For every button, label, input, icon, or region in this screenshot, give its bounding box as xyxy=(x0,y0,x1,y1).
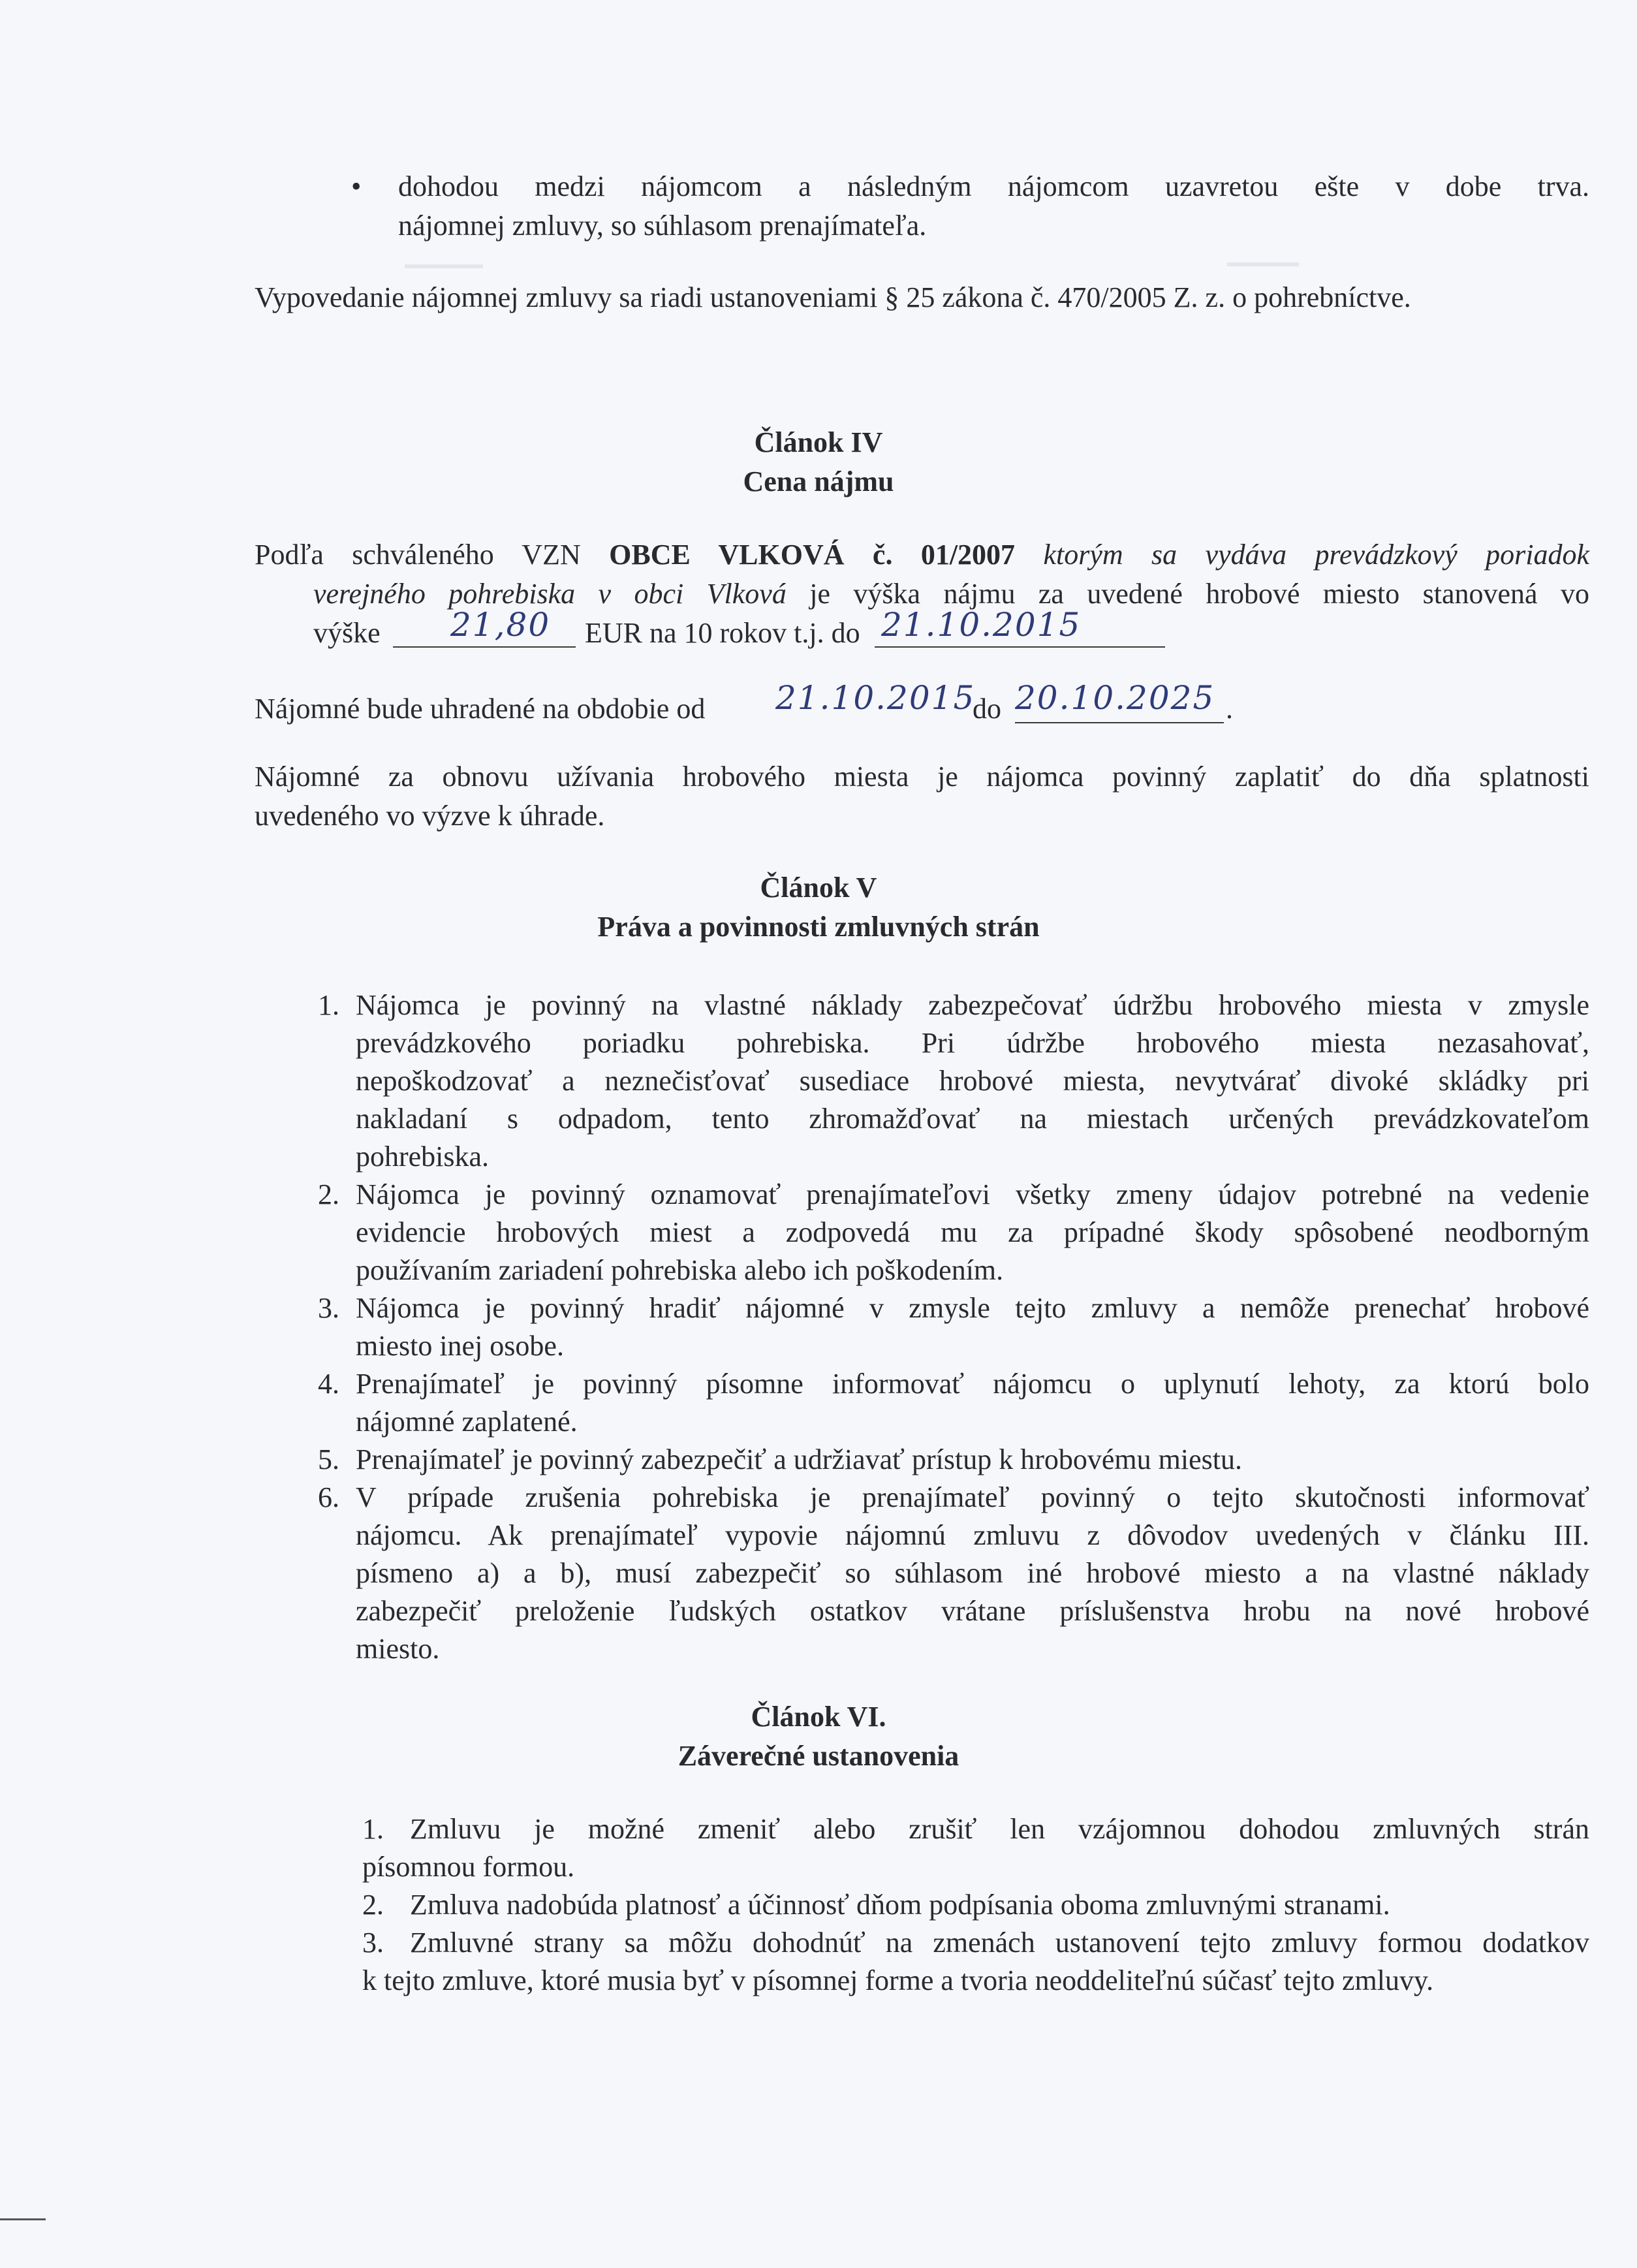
scan-edge-mark xyxy=(0,2218,46,2220)
article-4-line-3-text: EUR na 10 rokov t.j. do xyxy=(585,617,860,649)
list-item-line: k tejto zmluve, ktoré musia byť v písomnej forme a tvoria neoddeliteľnú súčasť tejto zmluvy. xyxy=(362,1964,1434,1996)
list-item-line: písmeno a) a b), musí zabezpečiť so súhlasom iné hrobové miesto a na vlastné náklady xyxy=(356,1557,1589,1589)
list-item-line: Nájomca je povinný na vlastné náklady zabezpečovať údržbu hrobového miesta v zmysle xyxy=(356,989,1589,1021)
list-item-number: 5. xyxy=(318,1443,339,1475)
list-item-line: miesto inej osobe. xyxy=(356,1330,564,1362)
handwritten-to-date: 20.10.2025 xyxy=(1015,679,1215,717)
list-item-line: Zmluva nadobúda platnosť a účinnosť dňom podpísania oboma zmluvnými stranami. xyxy=(410,1889,1390,1921)
until-date-underline xyxy=(875,646,1165,648)
payment-period-label: Nájomné bude uhradené na obdobie od xyxy=(255,693,706,725)
list-item-line: evidencie hrobových miest a zodpovedá mu za prípadné škody spôsobené neodborným xyxy=(356,1216,1589,1248)
list-item-line: nájomné zaplatené. xyxy=(356,1406,578,1438)
text-run: Podľa schváleného VZN xyxy=(255,539,610,571)
list-item-line: nájomcu. Ak prenajímateľ vypovie nájomnú zmluvu z dôvodov uvedených v článku III. xyxy=(356,1519,1589,1551)
list-item-line: Zmluvné strany sa môžu dohodnúť na zmenách ustanovení tejto zmluvy formou dodatkov xyxy=(410,1927,1589,1959)
payment-period-end: . xyxy=(1226,693,1233,725)
list-item-number: 1. xyxy=(362,1813,384,1845)
renewal-line-2: uvedeného vo výzve k úhrade. xyxy=(255,800,605,832)
scan-mark xyxy=(405,264,483,268)
article-4-line-1 xyxy=(255,535,1589,575)
handwritten-from-date: 21.10.2015 xyxy=(775,679,976,717)
list-item-line: pohrebiska. xyxy=(356,1141,490,1173)
list-item-line: prevádzkového poriadku pohrebiska. Pri údržbe hrobového miesta nezasahovať, xyxy=(356,1027,1589,1059)
payment-period-to-label: do xyxy=(973,693,1001,725)
article-6-number: Článok VI. xyxy=(751,1701,886,1733)
to-date-underline xyxy=(1015,722,1224,723)
list-item-line: zabezpečiť preloženie ľudských ostatkov vrátane príslušenstva hrobu na nové hrobové xyxy=(356,1595,1589,1627)
article-4-number: Článok IV xyxy=(754,426,883,458)
list-item-line: nakladaní s odpadom, tento zhromažďovať na miestach určených prevádzkovateľom xyxy=(356,1103,1589,1135)
list-item-number: 3. xyxy=(318,1292,339,1324)
article-5-title: Práva a povinnosti zmluvných strán xyxy=(597,911,1040,943)
list-item-line: Nájomca je povinný oznamovať prenajímateľovi všetky zmeny údajov potrebné na vedenie xyxy=(356,1178,1589,1210)
list-item-number: 2. xyxy=(362,1889,384,1921)
article-5-number: Článok V xyxy=(760,872,877,904)
list-item-number: 6. xyxy=(318,1481,339,1513)
list-item-line: Nájomca je povinný hradiť nájomné v zmysle tejto zmluvy a nemôže prenechať hrobové xyxy=(356,1292,1589,1324)
bullet-dot: • xyxy=(351,170,362,202)
list-item-number: 2. xyxy=(318,1178,339,1210)
list-item-line: miesto. xyxy=(356,1633,440,1665)
article-4-line-3-label: výške xyxy=(313,617,381,649)
termination-paragraph: Vypovedanie nájomnej zmluvy sa riadi ustanoveniami § 25 zákona č. 470/2005 Z. z. o pohrebníctve. xyxy=(255,281,1411,313)
list-item-number: 4. xyxy=(318,1368,339,1400)
list-item-line: nepoškodzovať a neznečisťovať susediace hrobové miesta, nevytvárať divoké skládky pri xyxy=(356,1065,1589,1097)
list-item-number: 3. xyxy=(362,1927,384,1959)
bullet-line-2: nájomnej zmluvy, so súhlasom prenajímateľa. xyxy=(398,210,927,242)
text-run: verejného pohrebiska v obci Vlková xyxy=(313,578,787,610)
amount-underline xyxy=(393,646,576,648)
list-item-number: 1. xyxy=(318,989,339,1021)
renewal-line-1: Nájomné za obnovu užívania hrobového miesta je nájomca povinný zaplatiť do dňa splatnosti xyxy=(255,761,1589,793)
list-item-line: používaním zariadení pohrebiska alebo ich poškodením. xyxy=(356,1254,1004,1286)
scan-mark xyxy=(1227,262,1299,266)
list-item-line: písomnou formou. xyxy=(362,1851,575,1883)
list-item-line: V prípade zrušenia pohrebiska je prenajímateľ povinný o tejto skutočnosti informovať xyxy=(356,1481,1589,1513)
bullet-line-1: dohodou medzi nájomcom a následným nájomcom uzavretou ešte v dobe trva. xyxy=(398,170,1589,202)
vzn-reference: OBCE VLKOVÁ č. 01/2007 xyxy=(609,539,1016,571)
list-item-line: Prenajímateľ je povinný písomne informovať nájomcu o uplynutí lehoty, za ktorú bolo xyxy=(356,1368,1589,1400)
text-run: ktorým sa vydáva prevádzkový poriadok xyxy=(1015,539,1590,571)
handwritten-until-date: 21.10.2015 xyxy=(881,606,1082,644)
text-run: je výška nájmu za uvedené hrobové miesto stanovená vo xyxy=(786,578,1590,610)
handwritten-amount: 21,80 xyxy=(450,606,551,644)
article-6-title: Záverečné ustanovenia xyxy=(678,1740,959,1772)
list-item-line: Prenajímateľ je povinný zabezpečiť a udržiavať prístup k hrobovému miestu. xyxy=(356,1443,1242,1475)
list-item-line: Zmluvu je možné zmeniť alebo zrušiť len vzájomnou dohodou zmluvných strán xyxy=(410,1813,1589,1845)
article-4-title: Cena nájmu xyxy=(743,465,894,497)
